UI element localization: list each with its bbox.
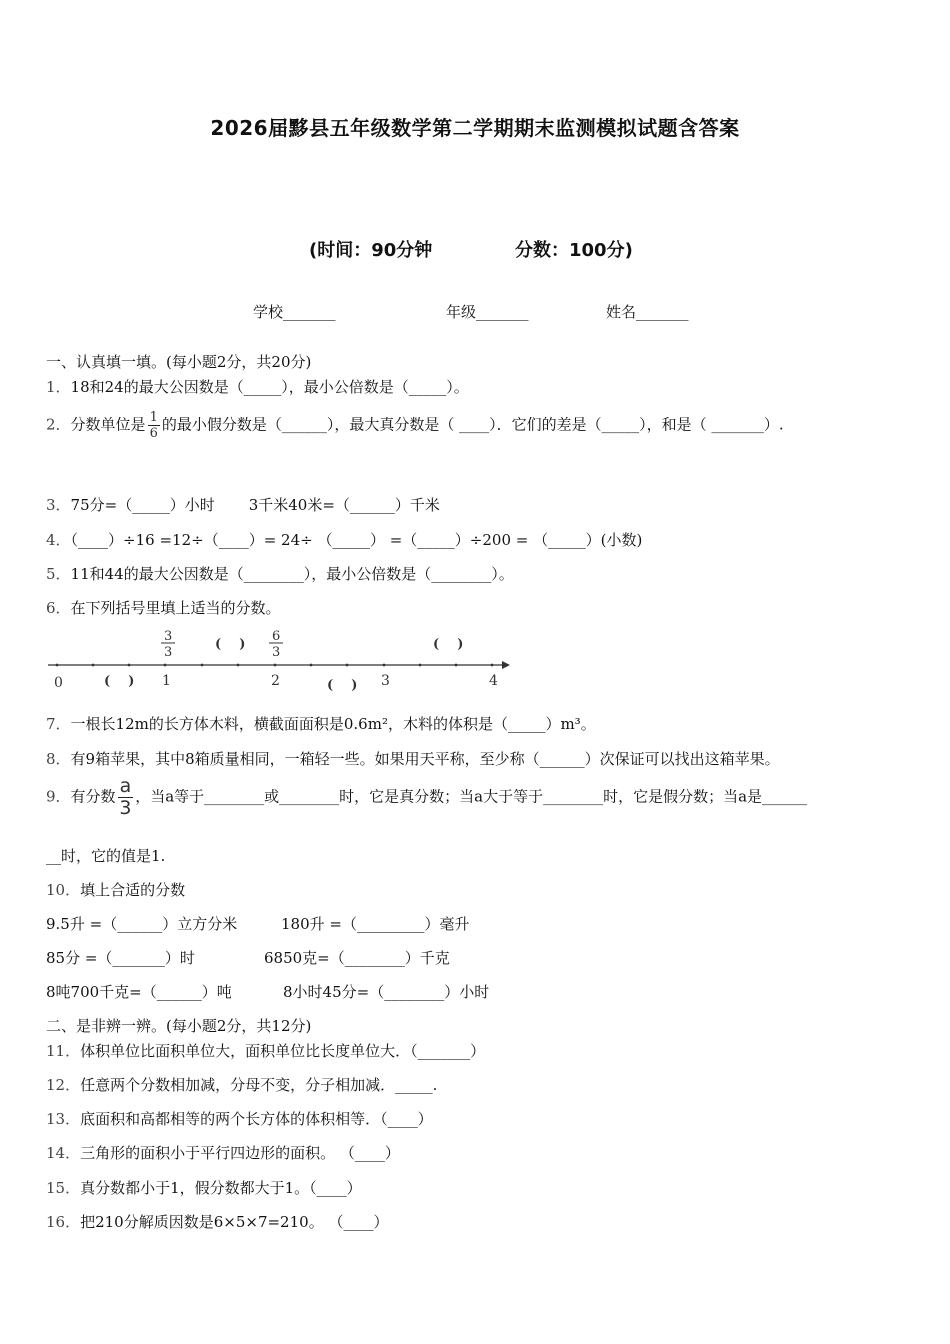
question-10 — [46, 879, 185, 900]
fraction-numerator: 6 — [272, 629, 281, 644]
question-text: 体积单位比面积单位大，面积单位比长度单位大．（_______） — [80, 1042, 486, 1060]
question-text: 一根长12m的长方体木料，横截面面积是0.6m²，木料的体积是（_____）m³。 — [70, 715, 596, 733]
question-text: 有9箱苹果，其中8箱质量相同，一箱轻一些。如果用天平称，至少称（______）次保证可以找出这箱苹果。 — [70, 750, 780, 768]
question-text: 分数单位是 — [70, 415, 146, 434]
q10-item: 6850克=（________）千克 — [264, 949, 450, 967]
fraction — [148, 411, 160, 440]
question-6 — [46, 597, 281, 618]
question-text: 底面积和高都相等的两个长方体的体积相等．（____） — [80, 1110, 433, 1128]
question-text: 把210分解质因数是6×5×7=210。 （____） — [80, 1213, 389, 1231]
tick-dot — [383, 664, 386, 667]
question-1 — [46, 376, 469, 397]
question-3 — [46, 494, 440, 515]
tick-dot — [237, 664, 240, 667]
tick-dot — [128, 664, 131, 667]
fraction-denominator: 6 — [149, 426, 158, 441]
question-text: 填上合适的分数 — [80, 881, 186, 899]
tick-dot — [346, 664, 349, 667]
fraction-numerator: 3 — [164, 629, 173, 644]
question-number: 5． — [46, 565, 71, 583]
tick-label: 2 — [271, 673, 280, 689]
question-12 — [46, 1074, 437, 1095]
question-number: 13． — [46, 1110, 81, 1128]
blank-bracket[interactable]: ( ) — [433, 637, 464, 652]
number-line-arrow — [502, 661, 510, 669]
section-1-header: 一、认真填一填。(每小题2分，共20分) — [46, 353, 312, 371]
question-text: 75分=（_____）小时 — [70, 496, 215, 514]
tick-dot — [164, 664, 167, 667]
question-16 — [46, 1211, 388, 1232]
tick-dot — [92, 664, 95, 667]
exam-time: (时间：90分钟 — [309, 240, 433, 261]
question-text: 的最小假分数是（______），最大真分数是（ ____）．它们的差是（_____），和是（ _______）. — [161, 415, 784, 434]
question-number: 1． — [46, 378, 71, 396]
question-text: 有分数 — [70, 787, 116, 806]
section-2-header: 二、是非辨一辨。(每小题2分，共12分) — [46, 1017, 312, 1035]
question-number: 12． — [46, 1076, 81, 1094]
question-number: 4． — [46, 531, 71, 549]
question-text: 在下列括号里填上适当的分数。 — [70, 599, 281, 617]
fraction-denominator: 3 — [272, 645, 281, 660]
number-line-figure — [40, 625, 520, 697]
question-number: 11． — [46, 1042, 81, 1060]
tick-label: 4 — [489, 673, 498, 689]
q10-item: 9.5升 =（______）立方分米 — [46, 915, 238, 933]
tick-dot — [455, 664, 458, 667]
question-9 — [46, 777, 807, 818]
name-field[interactable]: 姓名_______ — [606, 303, 689, 321]
fraction-numerator: 1 — [149, 410, 158, 425]
tick-label: 3 — [381, 673, 390, 689]
page-title: 2026届黟县五年级数学第二学期期末监测模拟试题含答案 — [210, 116, 740, 140]
question-9-continued: __时，它的值是1. — [46, 847, 166, 865]
question-5 — [46, 563, 514, 584]
question-number: 9． — [46, 787, 71, 806]
q10-item: 180升 =（_________）毫升 — [281, 915, 470, 933]
tick-label: 1 — [162, 673, 171, 689]
question-text: 11和44的最大公因数是（________），最小公倍数是（________）。 — [70, 565, 514, 583]
question-7 — [46, 713, 596, 734]
exam-score: 分数：100分) — [515, 240, 633, 261]
q10-item: 85分 =（_______）时 — [46, 949, 195, 967]
tick-dot — [419, 664, 422, 667]
question-15 — [46, 1177, 362, 1198]
blank-bracket[interactable]: ( ) — [215, 637, 246, 652]
question-11 — [46, 1040, 485, 1061]
question-text: 任意两个分数相加减，分母不变，分子相加减．_____. — [80, 1076, 438, 1094]
q10-item: 8吨700千克=（______）吨 — [46, 983, 232, 1001]
school-field[interactable]: 学校_______ — [253, 303, 336, 321]
question-4 — [46, 529, 642, 550]
question-number: 2． — [46, 415, 71, 434]
question-number: 10． — [46, 881, 81, 899]
question-number: 8． — [46, 750, 71, 768]
tick-dot — [274, 664, 277, 667]
question-number: 7． — [46, 715, 71, 733]
question-number: 16． — [46, 1213, 81, 1231]
fraction-denominator: 3 — [119, 797, 132, 819]
grade-field[interactable]: 年级_______ — [446, 303, 529, 321]
question-number: 3． — [46, 496, 71, 514]
tick-dot — [56, 664, 59, 667]
question-number: 14． — [46, 1144, 81, 1162]
fraction-denominator: 3 — [164, 645, 173, 660]
question-number: 15． — [46, 1179, 81, 1197]
q10-item: 8小时45分=（________）小时 — [283, 983, 490, 1001]
question-8 — [46, 748, 780, 769]
question-text: （____）÷16 =12÷（____）= 24÷ （_____） =（_____）÷200 = （_____）(小数) — [70, 531, 643, 549]
fraction — [118, 777, 134, 818]
tick-dot — [491, 664, 494, 667]
question-number: 6． — [46, 599, 71, 617]
question-text: 真分数都小于1，假分数都大于1。（____） — [80, 1179, 362, 1197]
question-text: 三角形的面积小于平行四边形的面积。 （____） — [80, 1144, 400, 1162]
question-14 — [46, 1142, 400, 1163]
question-text: 18和24的最大公因数是（_____），最小公倍数是（_____）。 — [70, 378, 469, 396]
fraction-numerator: a — [119, 775, 132, 797]
tick-dot — [201, 664, 204, 667]
question-text: 3千米40米=（______）千米 — [248, 496, 440, 514]
tick-dot — [310, 664, 313, 667]
question-text: ，当a等于________或________时，它是真分数；当a大于等于________时，它是假分数；当a是______ — [135, 787, 808, 806]
blank-bracket[interactable]: ( ) — [104, 674, 135, 689]
question-2 — [46, 411, 784, 440]
question-13 — [46, 1108, 433, 1129]
tick-label: 0 — [54, 675, 63, 691]
blank-bracket[interactable]: ( ) — [327, 678, 358, 693]
